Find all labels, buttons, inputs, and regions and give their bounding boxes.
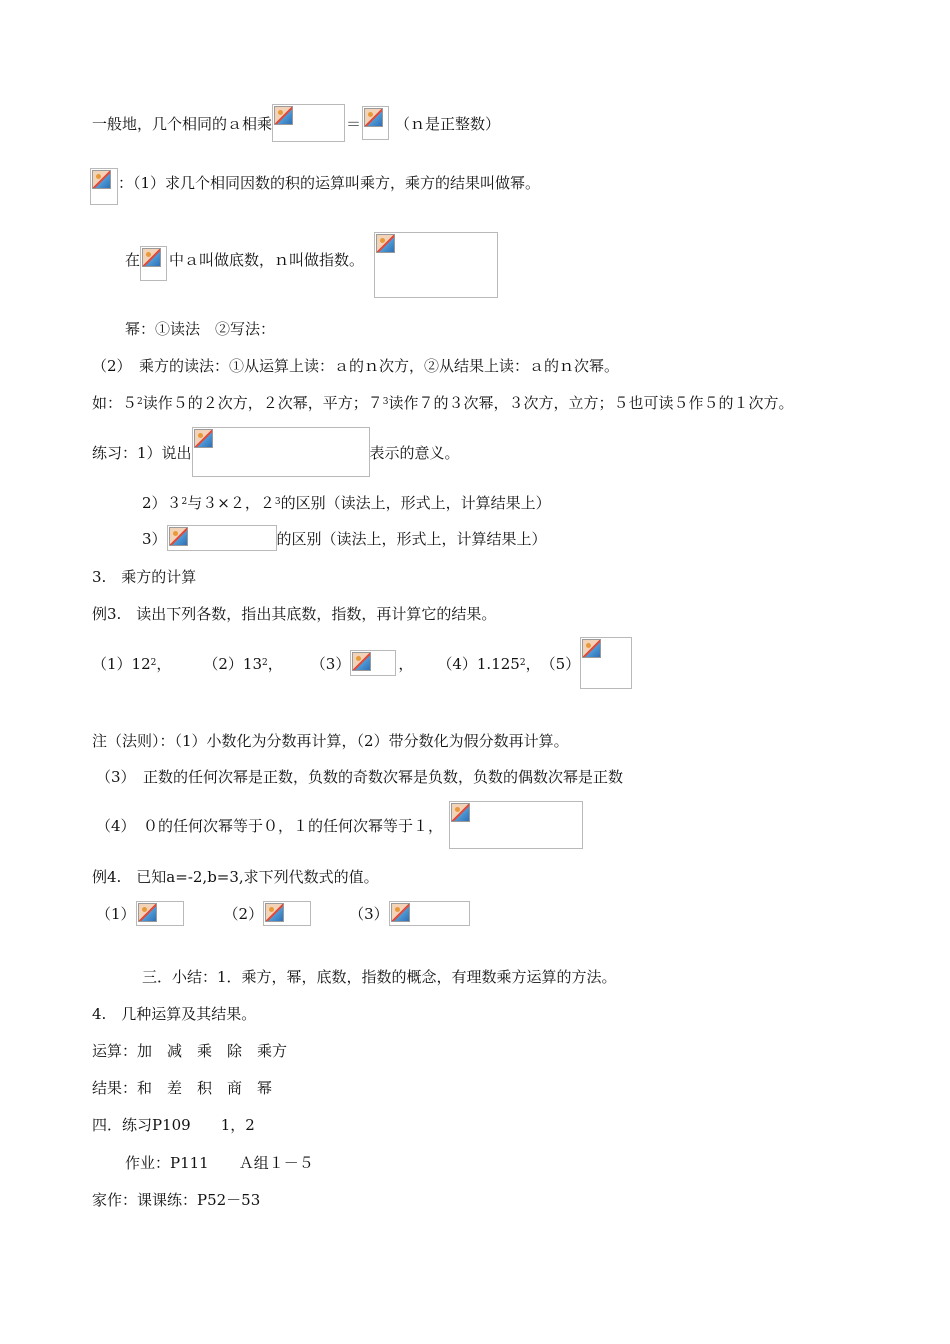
broken-image-icon [92,170,111,189]
home-assignment-text: 家作：课课练：P52－53 [92,1190,261,1209]
formula-image [140,246,167,281]
formula-image [350,650,396,676]
summary-line [142,966,617,986]
item-2: （2）13 [203,654,263,673]
formula-image [389,901,470,926]
base-exponent-line [125,232,498,298]
example-text-2: 读作５的２次方，２次幂，平方；７ [142,393,383,412]
exercise-line-2: 2）３ 2 与３×２，２ 3 的区别（读法上，形式上，计算结果上） [142,493,551,512]
equals-sign: ＝ [346,114,362,133]
power-reading-header [125,318,275,338]
exercise-text-2: 与３×２，２ [187,493,275,512]
operations-line [92,1040,287,1060]
condition-text: （ｎ是正整数） [395,114,501,133]
comma: ， [525,654,541,673]
example-4-line [92,866,379,886]
results-line [92,1077,272,1097]
formula-image [272,104,345,142]
item-4: （4）1.125 [437,654,520,673]
operations-heading-text: 4. 几种运算及其结果。 [92,1004,257,1023]
formula-image [374,232,498,298]
example-text-3: 读作７的３次幂，３次方，立方；５也可读５作５的１次方。 [388,393,794,412]
broken-image-icon [169,527,188,546]
broken-image-icon [391,903,410,922]
sign-rule-line [96,766,623,786]
comma: ， [156,654,172,673]
exercise-line-3 [142,525,547,551]
results-text: 结果：和 差 积 商 幂 [92,1078,273,1097]
operations-heading [92,1003,256,1023]
example-4-items [96,900,470,926]
example-text-1: 如：５ [92,393,138,412]
exercise-text-3: 的区别（读法上，形式上，计算结果上） [280,493,551,512]
rule-note-line [92,730,569,750]
item-1: （1） [96,904,136,923]
formula-image [362,106,389,140]
practice-line [92,1114,255,1134]
power-reading-text: 幂：①读法 ②写法： [125,319,276,338]
formula-image [136,901,184,926]
exercise-line-1 [92,427,460,477]
practice-text: 四．练习P109 1，2 [92,1115,255,1134]
homework-text: 作业：P111 Ａ组１－５ [125,1153,314,1172]
formula-image [580,637,632,689]
exercise-prefix: 练习：1）说出 [92,443,192,462]
zero-one-rule-text: （4） ０的任何次幂等于０，１的任何次幂等于１， [96,816,444,835]
broken-image-icon [274,106,293,125]
homework-line [125,1152,314,1172]
formula-image [167,525,277,551]
example-3-line [92,603,496,623]
example-3-text: 例3. 读出下列各数，指出其底数，指数，再计算它的结果。 [92,604,497,623]
item-5: （5） [540,654,581,673]
exponent-definition-text: ：（1）求几个相同因数的积的运算叫乘方，乘方的结果叫做幂。 [118,174,541,192]
zero-one-rule-line [96,801,583,849]
broken-image-icon [352,652,371,671]
home-assignment-line [92,1189,260,1209]
exercise-text-1: 2）３ [142,493,182,512]
formula-image [90,168,118,205]
summary-text: 三．小结：1．乘方，幂，底数，指数的概念，有理数乘方运算的方法。 [142,967,617,986]
sign-rule-text: （3） 正数的任何次幂是正数，负数的奇数次幂是负数，负数的偶数次幂是正数 [96,767,624,786]
section-heading-text: 3. 乘方的计算 [92,567,197,586]
broken-image-icon [364,108,383,127]
broken-image-icon [142,248,161,267]
exercise-suffix: 表示的意义。 [369,443,460,462]
reading-example-line: 如：５ 2 读作５的２次方，２次幂，平方；７ 3 读作７的３次幂，３次方，立方；５也可读５作５的１次方。 [92,393,794,412]
formula-image [449,801,583,849]
reading-rule-line [92,355,619,375]
exercise-prefix: 3） [142,529,167,548]
broken-image-icon [451,803,470,822]
broken-image-icon [194,429,213,448]
item-3: （3） [310,654,351,673]
broken-image-icon [138,903,157,922]
comma: ， [267,654,283,673]
item-3: （3） [349,904,389,923]
definition-text: 一般地，几个相同的ａ相乘 [92,114,273,133]
reading-rule-text: （2） 乘方的读法：①从运算上读：ａ的ｎ次方，②从结果上读：ａ的ｎ次幂。 [92,356,620,375]
item-1: （1）12 [92,654,151,673]
operations-text: 运算：加 减 乘 除 乘方 [92,1041,288,1060]
formula-image [263,901,311,926]
example-3-items: （1）12 2 ， （2）13 2 ， （3） ， （4）1.125 2 ， （5） [92,637,632,689]
comma: ， [398,654,414,673]
example-4-text: 例4. 已知a=-2,b=3,求下列代数式的值。 [92,867,379,886]
exponent-definition-line [90,168,540,206]
rule-note-text: 注（法则）：（1）小数化为分数再计算，（2）带分数化为假分数再计算。 [92,731,569,750]
broken-image-icon [376,234,395,253]
section-heading [92,566,196,586]
exercise-suffix: 的区别（读法上，形式上，计算结果上） [276,529,547,548]
base-exponent-prefix: 在 [125,251,141,269]
definition-line [92,104,500,142]
broken-image-icon [582,639,601,658]
broken-image-icon [265,903,284,922]
base-exponent-text: 中ａ叫做底数，ｎ叫做指数。 [169,251,365,269]
formula-image [192,427,370,477]
item-2: （2） [223,904,264,923]
